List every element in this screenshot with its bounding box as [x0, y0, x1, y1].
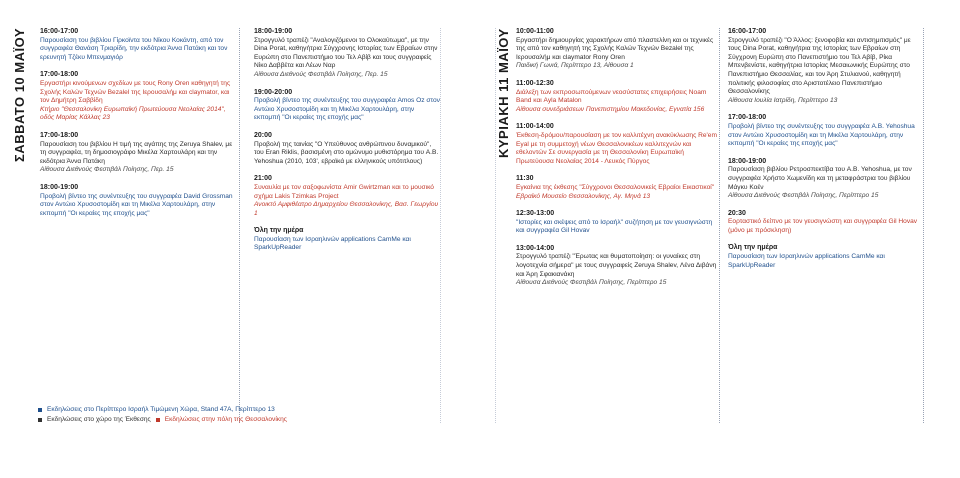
event-venue: Αίθουσα Διεθνούς Φεστιβάλ Ποίησης, Περ. 15 [40, 166, 174, 174]
event-description: Παρουσίαση βιβλίου Ρετροσπεκτίβα του A.B. Yehoshua, με τον συγγραφέα Χρήστο Χωμενίδη και τη μεταφράστρια του βιβλίου Μάγκυ Κοέν [728, 166, 912, 191]
schedule-event [40, 132, 239, 175]
event-venue: Παιδική Γωνιά, Περίπτερο 13, Αίθουσα 1 [516, 62, 634, 70]
schedule-event [516, 175, 719, 201]
schedule-event [254, 132, 440, 166]
legend-marker-icon [156, 418, 160, 422]
event-description: Παρουσίαση των Ισραηλινών applications CamMe και SparkUpReader [254, 235, 411, 252]
legend-label: Εκδηλώσεις στην πόλη της Θεσσαλονίκης [164, 416, 287, 423]
event-description: Προβολή βίντεο της συνέντευξης του συγγραφέα David Grossman στον Αντώιο Χρυσοστομίδη και τη Μικέλα Χαρτουλάρη, στην εκπομπή "Οι κεραίες της εποχής μας" [40, 192, 233, 217]
schedule-column-1 [40, 28, 240, 423]
event-time: 11:00-12:30 [516, 79, 554, 87]
page-gutter [440, 28, 496, 423]
schedule-event [728, 114, 923, 148]
schedule-event [728, 244, 923, 270]
event-time: 13:00-14:00 [516, 244, 555, 252]
event-venue: Αίθουσα Ιουλία Ιατρίδη, Περίπτερο 13 [728, 96, 838, 104]
legend-marker-icon [38, 408, 42, 412]
event-description: Προβολή βίντεο της συνέντευξης του συγγραφέα A.B. Yehoshua στον Αντώιο Χρυσοστομίδη και τη Μικέλα Χαρτουλάρη, στην εκπομπή "Οι κεραίες της εποχής μας" [728, 122, 915, 148]
event-description: Προβολή βίντεο της συνέντευξης του συγγραφέα Amos Oz στον Αντώιο Χρυσοστομίδη και τη Μικέλα Χαρτουλάρη, στην εκπομπή "Οι κεραίες της εποχής μας" [254, 97, 440, 122]
legend-label: Εκδηλώσεις στο χώρο της Έκθεσης [47, 416, 151, 423]
event-venue: Αίθουσα Διεθνούς Φεστιβάλ Ποίησης, Περίπτερο 15 [516, 279, 667, 287]
schedule-event [728, 28, 923, 105]
schedule-event [40, 184, 239, 218]
event-description: Διάλεξη των εκπροσωπούμενων νεοσύστατες επιχειρήσεις Noam Band και Ayla Matalon [516, 88, 707, 105]
schedule-event [516, 210, 719, 236]
event-time: 17:00-18:00 [728, 114, 767, 122]
event-time: 20:30 [728, 209, 746, 217]
event-venue: Ανοικτό Αμφιθέατρο Δημαρχείου Θεσσαλονίκης, Βασ. Γεωργίου 1 [254, 201, 439, 217]
legend-row [38, 415, 287, 425]
schedule-event [254, 89, 440, 123]
event-description: Παρουσίαση των Ισραηλινών applications CamMe και SparkUpReader [728, 253, 885, 269]
event-description: Στρογγυλό τραπέζι "Αναλογιζόμενοι το Ολοκαύτωμα", με την Dina Porat, καθηγήτρια Σύγχρονης Ιστορίας των Εβραίων στην Ευρώπη στο Πανεπιστήμιο του Τελ Αβίβ και τους συγγραφείς Νίκο Δαββέτα και Λέων Ναρ [254, 36, 438, 70]
program-page-saturday [12, 28, 440, 438]
event-time: 11:00-14:00 [516, 123, 554, 131]
event-venue: Εβραϊκό Μουσείο Θεσσαλονίκης, Αγ. Μηνά 13 [516, 192, 651, 200]
event-time: 16:00-17:00 [728, 28, 767, 35]
event-venue: Αίθουσα Διεθνούς Φεστιβάλ Ποίησης, Περίπτερο 15 [728, 192, 879, 200]
schedule-event [254, 227, 440, 253]
schedule-event [40, 71, 239, 123]
schedule-event [516, 28, 719, 71]
event-description: "Ιστορίες και σκέψεις από το Ισραήλ" συζήτηση με τον γευσιγνώστη και συγγραφέα Gil Hovav [516, 218, 713, 235]
event-venue: Αίθουσα συνεδριάσεων Πανεπιστημίου Μακεδονίας, Εγνατία 156 [516, 105, 705, 113]
event-time: 12:30-13:00 [516, 210, 555, 218]
program-page-sunday [496, 28, 936, 438]
event-description: Προβολή της ταινίας "Ο Υπεύθυνος ανθρώπινου δυναμικού", του Eran Riklis, βασισμένη στο ομώνυμο μυθιστόρημα του A.B. Yehoshua (2010, 103', εβραϊκά με ελληνικούς υπότιτλους) [254, 140, 439, 165]
schedule-event [728, 210, 923, 236]
schedule-event [40, 28, 239, 62]
event-time: 17:00-18:00 [40, 131, 79, 139]
event-venue: Αίθουσα Διεθνούς Φεστιβάλ Ποίησης, Περ. 15 [254, 70, 388, 78]
event-time: 18:00-19:00 [254, 28, 293, 35]
event-description: Παρουσίαση του βιβλίου Γίρκοϊντα του Νίκου Κοκάντη, από τον συγγραφέα Θανάση Τριαρίδη, την εκδότρια Άννα Πατάκη και τον ερευνητή Τζέκυ Μπενμαγιόρ [40, 36, 228, 61]
event-description: Εργαστήρι δημιουργίας χαρακτήρων από πλαστελίνη και οι τεχνικές της από τον καθηγητή της Σχολής Καλών Τεχνών Bezalel της Ιερουσαλήμ και claymator Rony Oren [516, 36, 714, 61]
schedule-event [516, 123, 719, 166]
event-time: 20:00 [254, 131, 272, 139]
schedule-event [254, 28, 440, 80]
schedule-event [254, 175, 440, 218]
event-time: 18:00-19:00 [728, 157, 767, 165]
event-description: Εγκαίνια της έκθεσης "Σύγχρονοι Θεσσαλονικείς Εβραίοι Εικαστικοί" [516, 183, 715, 191]
event-description: Στρογγυλό τραπέζι "Ο Άλλος: ξενοφοβία και αντισημιτισμός" με τους Dina Porat, καθηγήτρια της Ιστορίας των Εβραίων στη Σύγχρονη Ευρώπη στο Πανεπιστήμιο του Τελ Αβίβ, Ρίκα Μπενβενίστε, καθηγήτρια Ιστορίας Μεσαιωνικής Ευρώπης στο Πανεπιστήμιο Θεσσαλίας, και τον Άρη Στυλιανού, καθηγητή πολιτικής φιλοσοφίας στο Αριστοτέλειο Πανεπιστήμιο Θεσσαλονίκης [728, 36, 911, 96]
event-description: Εορταστικό δείπνο με τον γευσιγνώστη και συγγραφέα Gil Hovav (μόνο με πρόσκληση) [728, 218, 918, 234]
event-time: Όλη την ημέρα [254, 227, 304, 235]
event-time: 17:00-18:00 [40, 71, 79, 79]
schedule-column-2 [244, 28, 440, 423]
event-time: 19:00-20:00 [254, 88, 293, 96]
event-description: Εργαστήρι κινούμενων σχεδίων με τους Rony Oren καθηγητή της Σχολής Καλών Τεχνών Bezalel της Ιερουσαλήμ και claymator, και τον Δημήτρη Σαββίδη [40, 79, 231, 105]
event-time: 11:30 [516, 175, 534, 183]
legend [38, 405, 287, 425]
legend-marker-icon [38, 418, 42, 422]
event-time: Όλη την ημέρα [728, 244, 778, 252]
event-time: 16:00-17:00 [40, 28, 79, 35]
day-label-sunday: ΚΥΡΙΑΚΗ 11 ΜΑΪΟΥ [496, 28, 511, 158]
event-description: Παρουσίαση του βιβλίου Η τιμή της αγάπης της Zeruya Shalev, με τη συγγραφέα, τη δημοσιογράφο Μικέλα Χαρτουλάρη και την εκδότρια Άννα Πατάκη [40, 140, 233, 165]
schedule-event [728, 158, 923, 201]
schedule-column-2 [718, 28, 924, 423]
day-label-saturday: ΣΑΒΒΑΤΟ 10 ΜΑΪΟΥ [12, 28, 27, 163]
event-time: 21:00 [254, 175, 272, 183]
schedule-column-1 [516, 28, 720, 423]
event-time: 18:00-19:00 [40, 183, 79, 191]
event-venue: Κτήριο "Θεσσαλονίκη Ευρωπαϊκή Πρωτεύουσα Νεολαίας 2014", οδός Μαρίας Κάλλας 23 [40, 105, 226, 122]
schedule-event [516, 245, 719, 288]
event-time: 10:00-11:00 [516, 28, 554, 35]
event-description: Στρογγυλό τραπέζι "Έρωτας και θυματοποίηση: οι γυναίκες στη λογοτεχνία σήμερα" με τους συγγραφείς Zeruya Shalev, Λένα Διβάνη και Άρη Σφακιανάκη [516, 253, 717, 278]
event-description: Συναυλία με τον σαξοφωνίστα Amir Gwirtzman και το μουσικό σχήμα Lakis Tzimkas Project [254, 183, 434, 200]
legend-row [38, 405, 287, 415]
event-description: Έκθεση-δρόμου/παρουσίαση με τον καλλιτέχνη ανακύκλωσης Re'em Eyal με τη συμμετοχή νέων Θεσσαλονικέων καλλιτεχνών και εθελοντών Σε συνεργασία με τη Θεσσαλονίκη Ευρωπαϊκή Πρωτεύουσα Νεολαίας 2014 - Λευκός Πύργος [516, 131, 717, 165]
legend-label: Εκδηλώσεις στο Περίπτερο Ισραήλ Τιμώμενη Χώρα, Stand 47A, Περίπτερο 13 [47, 406, 275, 413]
schedule-event [516, 80, 719, 114]
